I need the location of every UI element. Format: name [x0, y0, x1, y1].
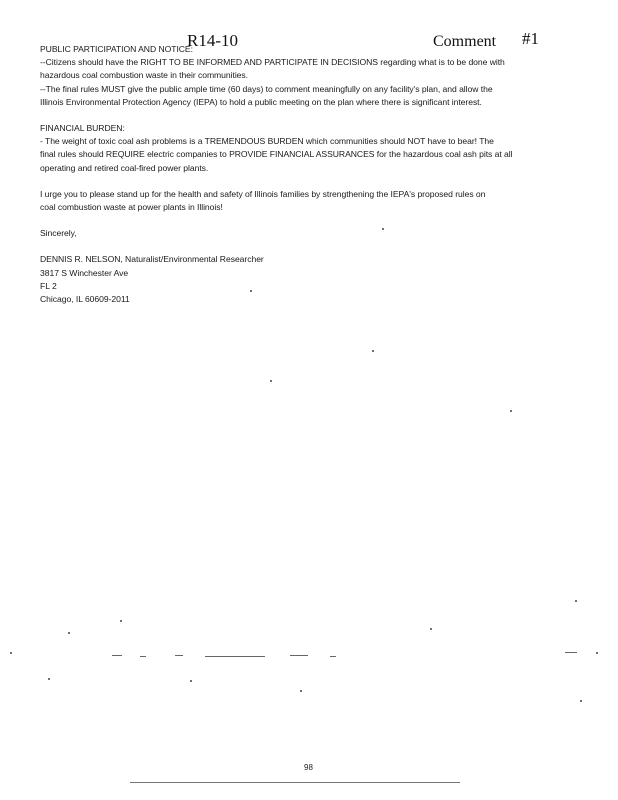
scan-speck — [300, 690, 302, 692]
paragraph-line: operating and retired coal-fired power plants. — [40, 162, 209, 173]
section-heading: FINANCIAL BURDEN: — [40, 123, 125, 134]
docket-stamp: R14-10 — [187, 31, 238, 50]
scan-dash — [112, 655, 122, 656]
scan-speck — [10, 652, 12, 654]
scan-speck — [372, 350, 374, 352]
scan-speck — [510, 410, 512, 412]
address-city: Chicago, IL 60609-2011 — [40, 294, 130, 305]
public-participation-section — [40, 43, 596, 109]
scan-speck — [382, 228, 384, 230]
scan-dash — [565, 652, 577, 653]
paragraph-line: final rules should REQUIRE electric companies to PROVIDE FINANCIAL ASSURANCES for the hazardous coal ash pits at all — [40, 149, 513, 160]
paragraph-line: --The final rules MUST give the public ample time (60 days) to comment meaningfully on any facility's plan, and allow the — [40, 83, 493, 94]
paragraph-line: I urge you to please stand up for the health and safety of Illinois families by strengthening the IEPA's proposed rules on — [40, 188, 486, 199]
letter-body — [40, 43, 596, 306]
paragraph-line: --Citizens should have the RIGHT TO BE INFORMED AND PARTICIPATE IN DECISIONS regarding what is to be done with — [40, 57, 505, 68]
signature-block — [40, 227, 596, 306]
signer-name: DENNIS R. NELSON, Naturalist/Environmental Researcher — [40, 254, 264, 265]
scan-speck — [48, 678, 50, 680]
address-street: 3817 S Winchester Ave — [40, 267, 129, 278]
scan-speck — [596, 652, 598, 654]
paragraph-line: Illinois Environmental Protection Agency (IEPA) to hold a public meeting on the plan where there is significant interest. — [40, 96, 482, 107]
address-unit: FL 2 — [40, 280, 57, 291]
paragraph-gap — [40, 214, 596, 227]
financial-burden-section — [40, 122, 596, 175]
paragraph-line: hazardous coal combustion waste in their communities. — [40, 70, 248, 81]
scan-speck — [68, 632, 70, 634]
scan-dash — [140, 656, 146, 657]
footer-rule — [130, 782, 460, 783]
closing-request — [40, 188, 596, 214]
page-number: 98 — [304, 763, 313, 772]
scan-speck — [250, 290, 252, 292]
scan-speck — [270, 380, 272, 382]
scan-speck — [120, 620, 122, 622]
scan-speck — [190, 680, 192, 682]
scan-speck — [580, 700, 582, 702]
scan-dash — [175, 655, 183, 656]
scan-speck — [575, 600, 577, 602]
salutation: Sincerely, — [40, 228, 77, 239]
paragraph-line: coal combustion waste at power plants in Illinois! — [40, 202, 223, 213]
paragraph-line: - The weight of toxic coal ash problems is a TREMENDOUS BURDEN which communities should NOT have to bear! The — [40, 136, 494, 147]
scan-speck — [430, 628, 432, 630]
scan-dash — [205, 656, 265, 657]
comment-label: Comment — [433, 33, 497, 50]
paragraph-gap — [40, 175, 596, 188]
paragraph-gap — [40, 240, 596, 253]
section-heading: PUBLIC PARTICIPATION AND NOTICE: — [40, 44, 193, 54]
scan-dash — [290, 655, 308, 656]
scan-dash — [330, 656, 336, 657]
comment-number: #1 — [522, 29, 539, 48]
paragraph-gap — [40, 109, 596, 122]
